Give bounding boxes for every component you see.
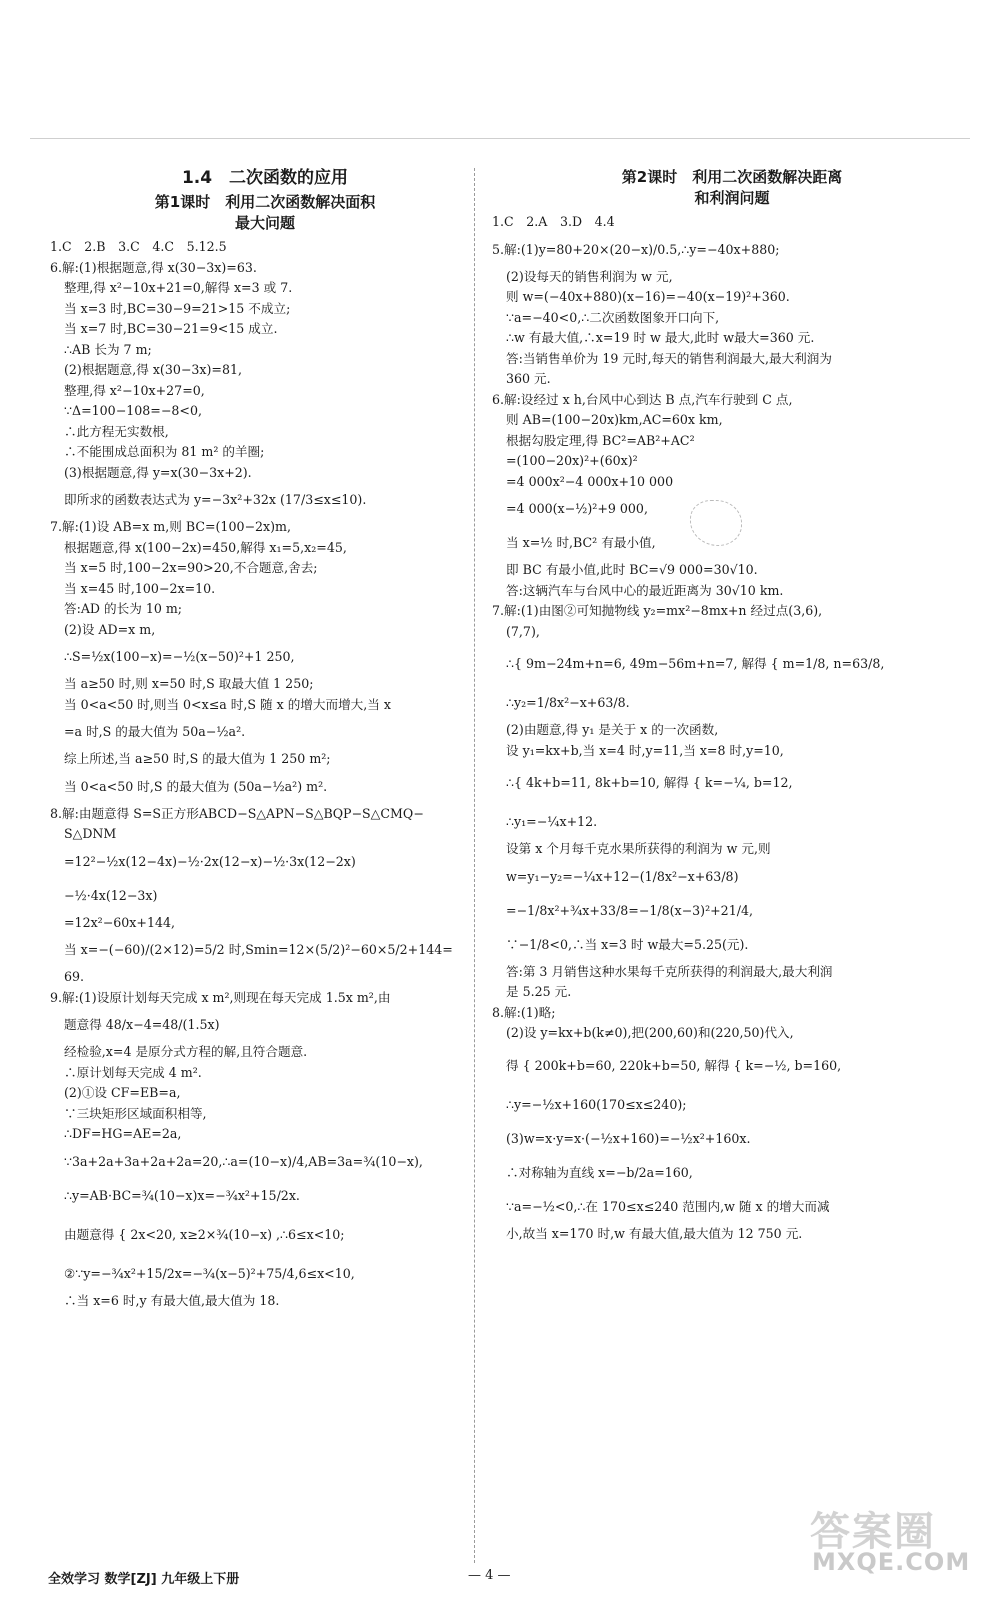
- answer-line: (3)根据题意,得 y=x(30−3x+2).: [64, 464, 252, 480]
- answer-line: 当 x=5 时,100−2x=90>20,不合题意,舍去;: [64, 560, 318, 575]
- answer-line: 8.解:(1)略;: [492, 1004, 556, 1020]
- answer-line: (2)设 y=kx+b(k≠0),把(200,60)和(220,50)代入,: [506, 1025, 794, 1040]
- answer-line: =(100−20x)²+(60x)²: [506, 453, 638, 468]
- answer-line: 当 x=45 时,100−2x=10.: [64, 580, 216, 596]
- answer-line: 小,故当 x=170 时,w 有最大值,最大值为 12 750 元.: [506, 1225, 803, 1241]
- answer-line: =4 000x²−4 000x+10 000: [506, 473, 674, 489]
- answer-line: 综上所述,当 a≥50 时,S 的最大值为 1 250 m²;: [64, 751, 331, 766]
- answer-line: 360 元.: [506, 371, 551, 386]
- answer-line: 9.解:(1)设原计划每天完成 x m²,则现在每天完成 1.5x m²,由: [50, 989, 391, 1005]
- answer-line: ∴对称轴为直线 x=−b/2a=160,: [506, 1164, 693, 1180]
- right-column: [492, 170, 972, 1244]
- answer-line: 是 5.25 元.: [506, 984, 572, 999]
- answer-line: ∴{ 4k+b=11, 8k+b=10, 解得 { k=−¼, b=12,: [506, 775, 793, 790]
- answer-line: 当 x=½ 时,BC² 有最小值,: [506, 535, 656, 550]
- answer-line: 整理,得 x²−10x+21=0,解得 x=3 或 7.: [64, 280, 293, 295]
- answer-line: 当 0<a<50 时,则当 0<x≤a 时,S 随 x 的增大而增大,当 x: [64, 696, 391, 712]
- answer-line: 即 BC 有最小值,此时 BC=√9 000=30√10.: [506, 562, 758, 577]
- answer-line: 题意得 48/x−4=48/(1.5x): [64, 1017, 220, 1032]
- answer-line: 7.解:(1)设 AB=x m,则 BC=(100−2x)m,: [50, 519, 291, 534]
- answer-line: ∵三块矩形区域面积相等,: [64, 1105, 207, 1121]
- page-number: — 4 —: [468, 1568, 511, 1583]
- answer-line: 1.C 2.B 3.C 4.C 5.12.5: [50, 239, 227, 254]
- answer-line: ∴AB 长为 7 m;: [64, 341, 152, 357]
- answer-line: 则 w=(−40x+880)(x−16)=−40(x−19)²+360.: [506, 289, 790, 304]
- answer-line: 答:AD 的长为 10 m;: [64, 601, 183, 616]
- watermark-url: MXQE.COM: [812, 1548, 971, 1576]
- answer-line: ∴此方程无实数根,: [64, 423, 169, 439]
- answer-line: 即所求的函数表达式为 y=−3x²+32x (17/3≤x≤10).: [64, 492, 367, 507]
- answer-line: =12²−½x(12−4x)−½·2x(12−x)−½·3x(12−2x): [64, 853, 356, 869]
- answer-line: (7,7),: [506, 623, 540, 639]
- answer-line: =−1/8x²+¾x+33/8=−1/8(x−3)²+21/4,: [506, 902, 753, 918]
- answer-line: ∴w 有最大值,∴x=19 时 w 最大,此时 w最大=360 元.: [506, 330, 815, 345]
- answer-line: 7.解:(1)由图②可知抛物线 y₂=mx²−8mx+n 经过点(3,6),: [492, 603, 823, 618]
- footer-book-title: 全效学习 数学[ZJ] 九年级上下册: [48, 1572, 240, 1587]
- answer-line: ∴DF=HG=AE=2a,: [64, 1126, 182, 1141]
- lesson-title-cont: 和利润问题: [694, 189, 770, 207]
- answer-line: 答:第 3 月销售这种水果每千克所获得的利润最大,最大利润: [506, 963, 833, 979]
- top-rule: [30, 138, 970, 139]
- answer-line: (2)根据题意,得 x(30−3x)=81,: [64, 362, 243, 377]
- answer-line: w=y₁−y₂=−¼x+12−(1/8x²−x+63/8): [506, 868, 739, 884]
- answer-line: 得 { 200k+b=60, 220k+b=50, 解得 { k=−½, b=160,: [506, 1057, 842, 1073]
- watermark-logo: 答案圈: [810, 1509, 936, 1555]
- answer-line: 69.: [64, 969, 85, 984]
- answer-line: 答:这辆汽车与台风中心的最近距离为 30√10 km.: [506, 582, 784, 598]
- answer-line: ∴y=−½x+160(170≤x≤240);: [506, 1096, 687, 1112]
- lesson-title-cont: 最大问题: [234, 214, 295, 232]
- answer-line: −½·4x(12−3x): [64, 887, 158, 903]
- left-column: [50, 170, 480, 1311]
- lesson-title: 第2课时 利用二次函数解决距离: [621, 168, 843, 186]
- answer-line: 设第 x 个月每千克水果所获得的利润为 w 元,则: [506, 841, 771, 856]
- answer-line: 整理,得 x²−10x+27=0,: [64, 382, 205, 398]
- answer-line: (3)w=x·y=x·(−½x+160)=−½x²+160x.: [506, 1130, 751, 1146]
- answer-line: =12x²−60x+144,: [64, 914, 176, 930]
- answer-line: 6.解:设经过 x h,台风中心到达 B 点,汽车行驶到 C 点,: [492, 391, 793, 407]
- answer-line: (2)①设 CF=EB=a,: [64, 1085, 181, 1100]
- answer-line: ∴{ 9m−24m+n=6, 49m−56m+n=7, 解得 { m=1/8, n=63/8,: [506, 656, 885, 671]
- answer-line: 当 x=3 时,BC=30−9=21>15 不成立;: [64, 300, 291, 316]
- answer-line: (2)设 AD=x m,: [64, 621, 156, 637]
- answer-line: ∵a=−40<0,∴二次函数图象开口向下,: [506, 309, 720, 325]
- answer-line: 当 x=−(−60)/(2×12)=5/2 时,Smin=12×(5/2)²−60×5/2+144=: [64, 942, 453, 957]
- lesson-title: 第1课时 利用二次函数解决面积: [154, 193, 376, 211]
- answer-line: ∴y₂=1/8x²−x+63/8.: [506, 695, 630, 710]
- answer-line: =4 000(x−½)²+9 000,: [506, 501, 648, 516]
- answer-line: 8.解:由题意得 S=S正方形ABCD−S△APN−S△BQP−S△CMQ−: [50, 805, 424, 821]
- answer-line: 根据勾股定理,得 BC²=AB²+AC²: [506, 432, 695, 448]
- answer-line: ∴不能围成总面积为 81 m² 的羊圈;: [64, 444, 265, 459]
- answer-line: 5.解:(1)y=80+20×(20−x)/0.5,∴y=−40x+880;: [492, 241, 780, 257]
- answer-line: 答:当销售单价为 19 元时,每天的销售利润最大,最大利润为: [506, 350, 832, 366]
- answer-line: ∴原计划每天完成 4 m².: [64, 1064, 202, 1080]
- answer-line: 由题意得 { 2x<20, x≥2×¾(10−x) ,∴6≤x<10;: [64, 1226, 345, 1242]
- answer-line: 6.解:(1)根据题意,得 x(30−3x)=63.: [50, 259, 257, 275]
- answer-line: ∵3a+2a+3a+2a+2a=20,∴a=(10−x)/4,AB=3a=¾(10−x),: [64, 1153, 423, 1169]
- answer-line: ∴y₁=−¼x+12.: [506, 814, 598, 829]
- answer-line: 经检验,x=4 是原分式方程的解,且符合题意.: [64, 1044, 308, 1059]
- answer-line: S△DNM: [64, 826, 117, 841]
- answer-line: 根据题意,得 x(100−2x)=450,解得 x₁=5,x₂=45,: [64, 539, 347, 555]
- answer-line: 当 x=7 时,BC=30−21=9<15 成立.: [64, 321, 278, 336]
- answer-line: ∵Δ=100−108=−8<0,: [64, 403, 202, 418]
- answer-line: =a 时,S 的最大值为 50a−½a².: [64, 724, 246, 739]
- section-title: 1.4 二次函数的应用: [181, 168, 349, 188]
- answer-line: (2)由题意,得 y₁ 是关于 x 的一次函数,: [506, 722, 719, 737]
- answer-line: 当 a≥50 时,则 x=50 时,S 取最大值 1 250;: [64, 676, 314, 691]
- answer-line: ∴S=½x(100−x)=−½(x−50)²+1 250,: [64, 649, 295, 664]
- answer-line: ∴y=AB·BC=¾(10−x)x=−¾x²+15/2x.: [64, 1187, 300, 1203]
- answer-line: 1.C 2.A 3.D 4.4: [492, 214, 615, 229]
- answer-line: ∵−1/8<0,∴当 x=3 时 w最大=5.25(元).: [506, 936, 749, 952]
- answer-line: 则 AB=(100−20x)km,AC=60x km,: [506, 412, 723, 427]
- answer-line: (2)设每天的销售利润为 w 元,: [506, 268, 673, 284]
- answer-line: 设 y₁=kx+b,当 x=4 时,y=11,当 x=8 时,y=10,: [506, 742, 784, 758]
- answer-line: 当 0<a<50 时,S 的最大值为 (50a−½a²) m².: [64, 778, 328, 794]
- answer-line: ②∵y=−¾x²+15/2x=−¾(x−5)²+75/4,6≤x<10,: [64, 1265, 355, 1281]
- answer-line: ∴当 x=6 时,y 有最大值,最大值为 18.: [64, 1292, 280, 1308]
- answer-line: ∵a=−½<0,∴在 170≤x≤240 范围内,w 随 x 的增大而减: [506, 1198, 830, 1214]
